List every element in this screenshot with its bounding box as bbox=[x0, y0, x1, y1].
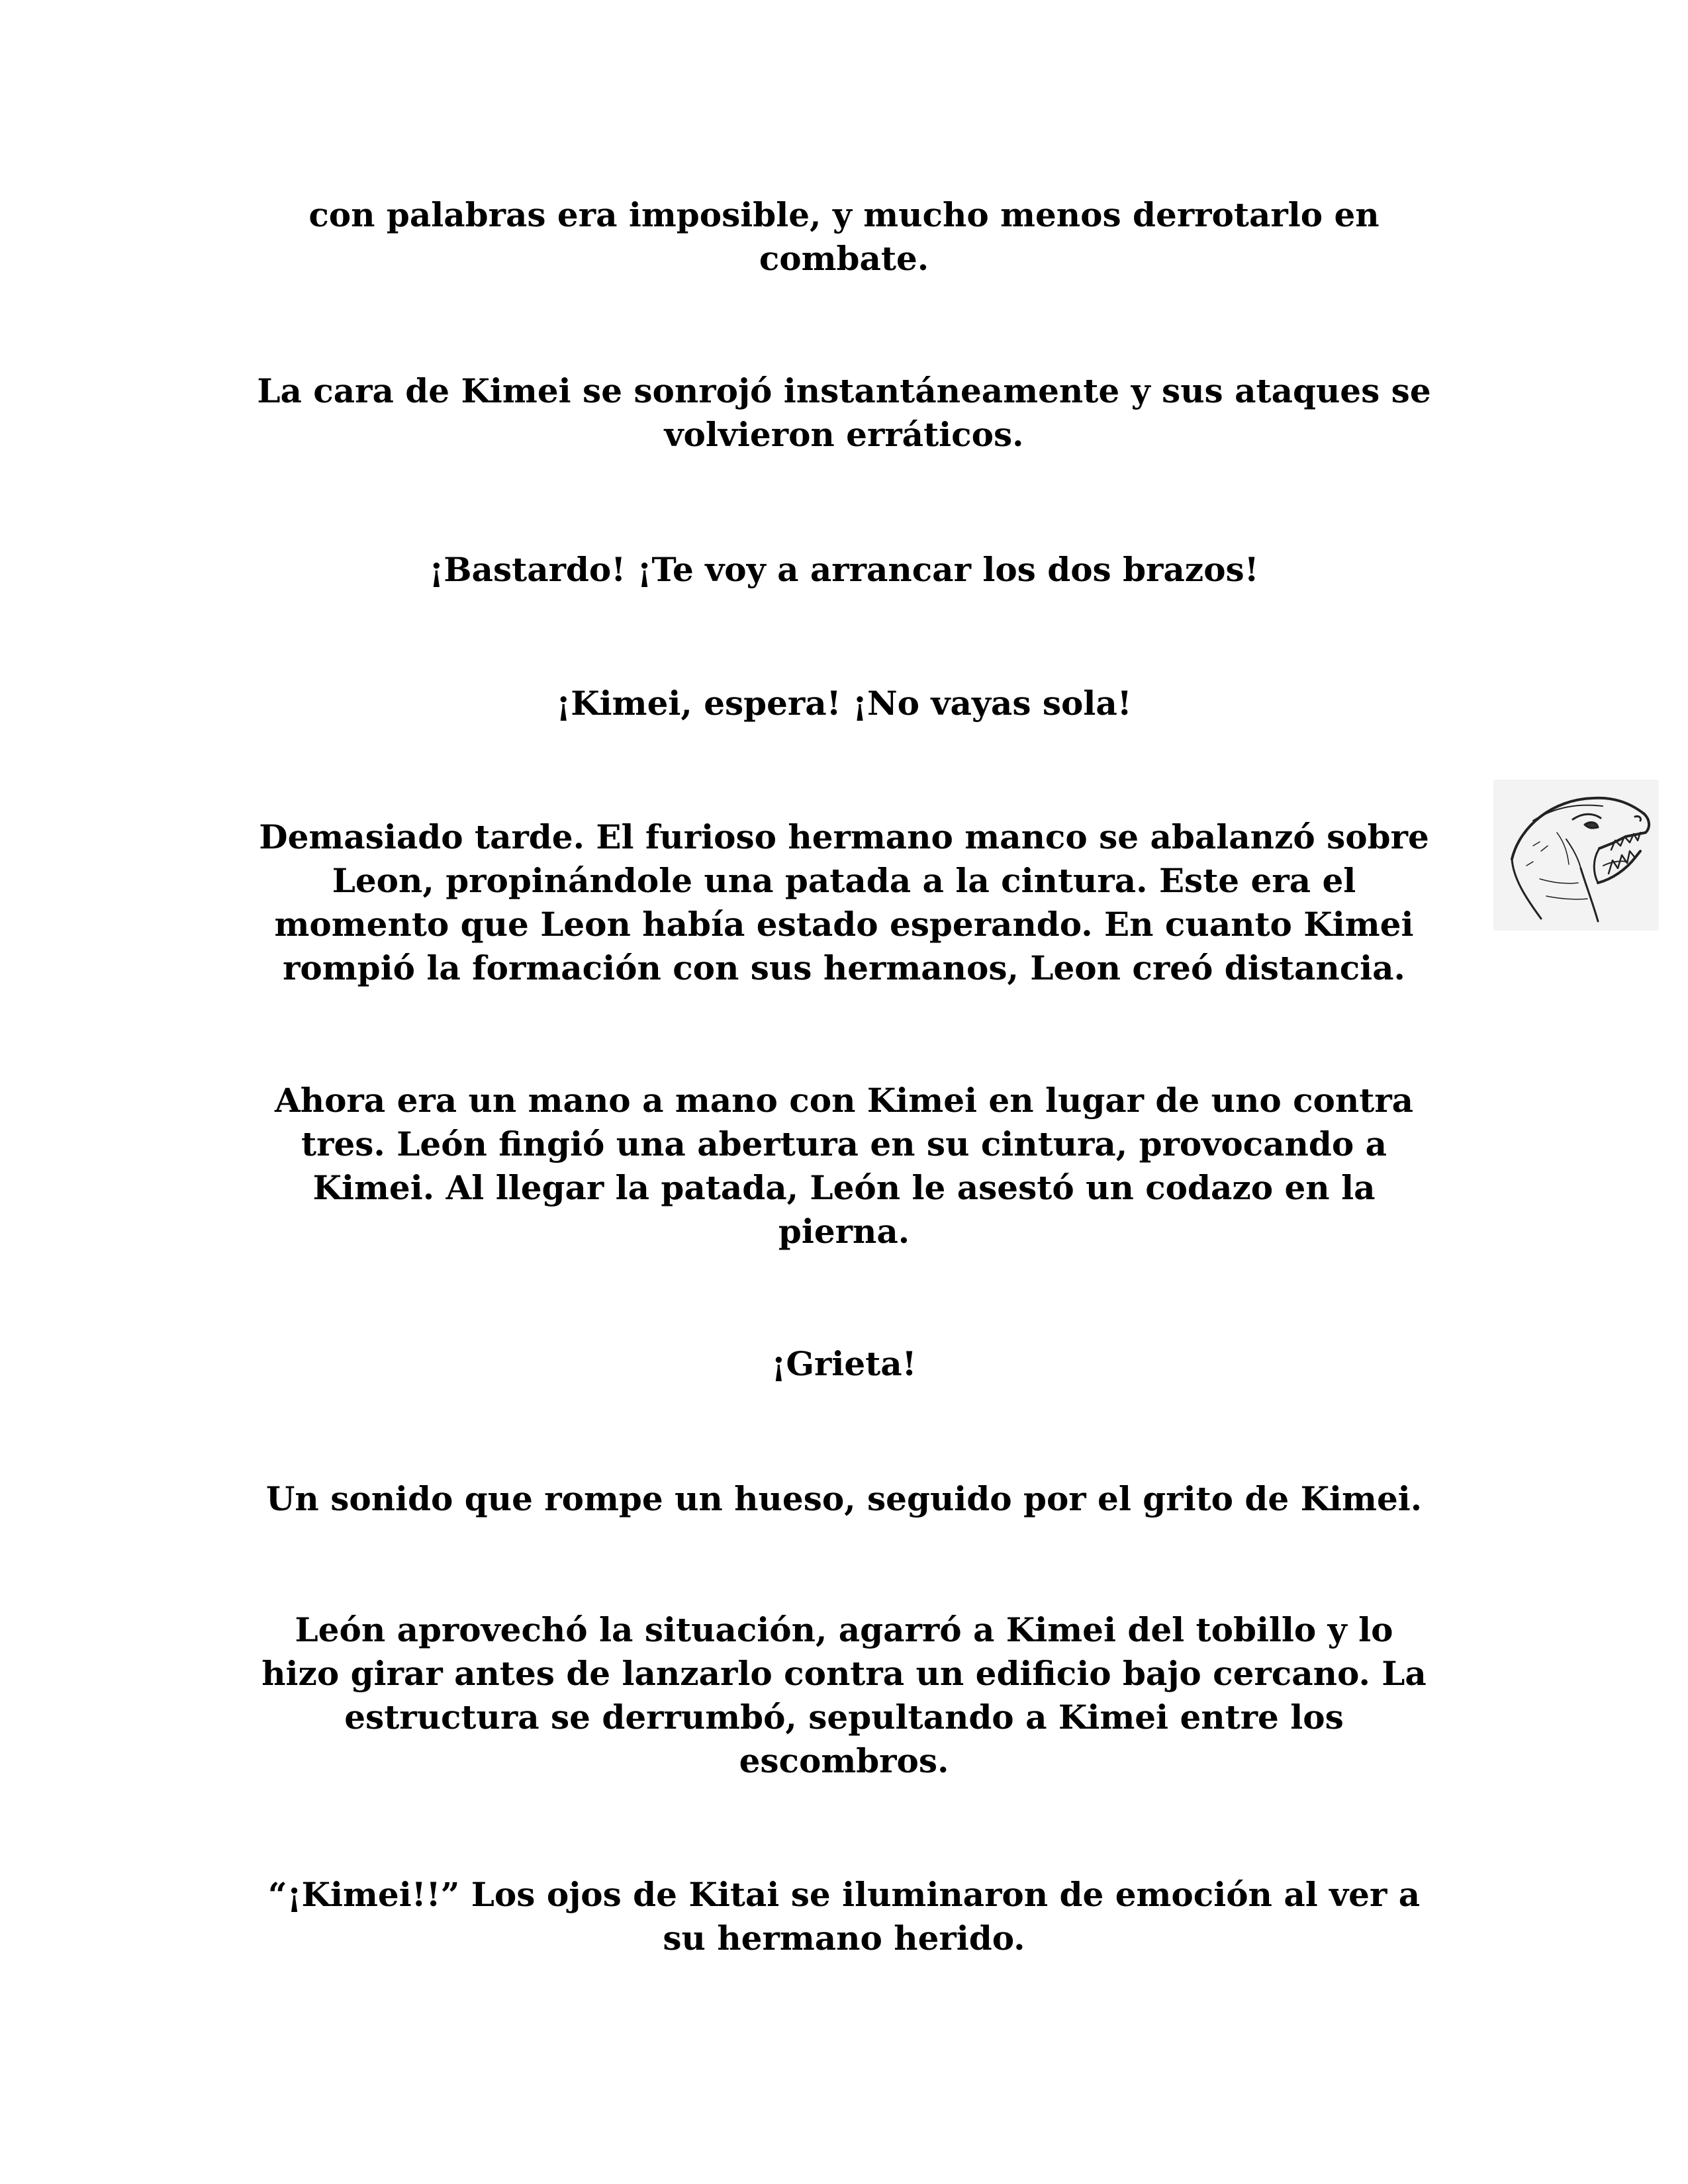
paragraph-2: La cara de Kimei se sonrojó instantáneamente y sus ataques se volvieron erráticos. bbox=[257, 371, 1431, 454]
dinosaur-head-sketch-icon bbox=[1493, 780, 1659, 931]
paragraph-3: ¡Bastardo! ¡Te voy a arrancar los dos brazos! bbox=[429, 550, 1259, 589]
paragraph-6: Ahora era un mano a mano con Kimei en lugar de uno contra tres. León fingió una abertura en su cintura, provocando a Kimei. Al llegar la patada, León le asestó un codazo en la pierna. bbox=[274, 1081, 1414, 1251]
paragraph-1: con palabras era imposible, y mucho menos derrotarlo en combate. bbox=[308, 195, 1380, 278]
paragraph-9: León aprovechó la situación, agarró a Kimei del tobillo y lo hizo girar antes de lanzarlo contra un edificio bajo cercano. La estructura se derrumbó, sepultando a Kimei entre los escombros. bbox=[261, 1610, 1427, 1780]
paragraph-10: “¡Kimei!!” Los ojos de Kitai se iluminaron de emoción al ver a su hermano herido. bbox=[267, 1875, 1421, 1958]
paragraph-5: Demasiado tarde. El furioso hermano manco se abalanzó sobre Leon, propinándole una patada a la cintura. Este era el momento que Leon había estado esperando. En cuanto Kimei rompió la formación con sus hermanos, Leon creó distancia. bbox=[259, 817, 1429, 987]
paragraph-8: Un sonido que rompe un hueso, seguido por el grito de Kimei. bbox=[265, 1479, 1423, 1518]
paragraph-4: ¡Kimei, espera! ¡No vayas sola! bbox=[556, 684, 1132, 723]
paragraph-7: ¡Grieta! bbox=[771, 1344, 917, 1383]
